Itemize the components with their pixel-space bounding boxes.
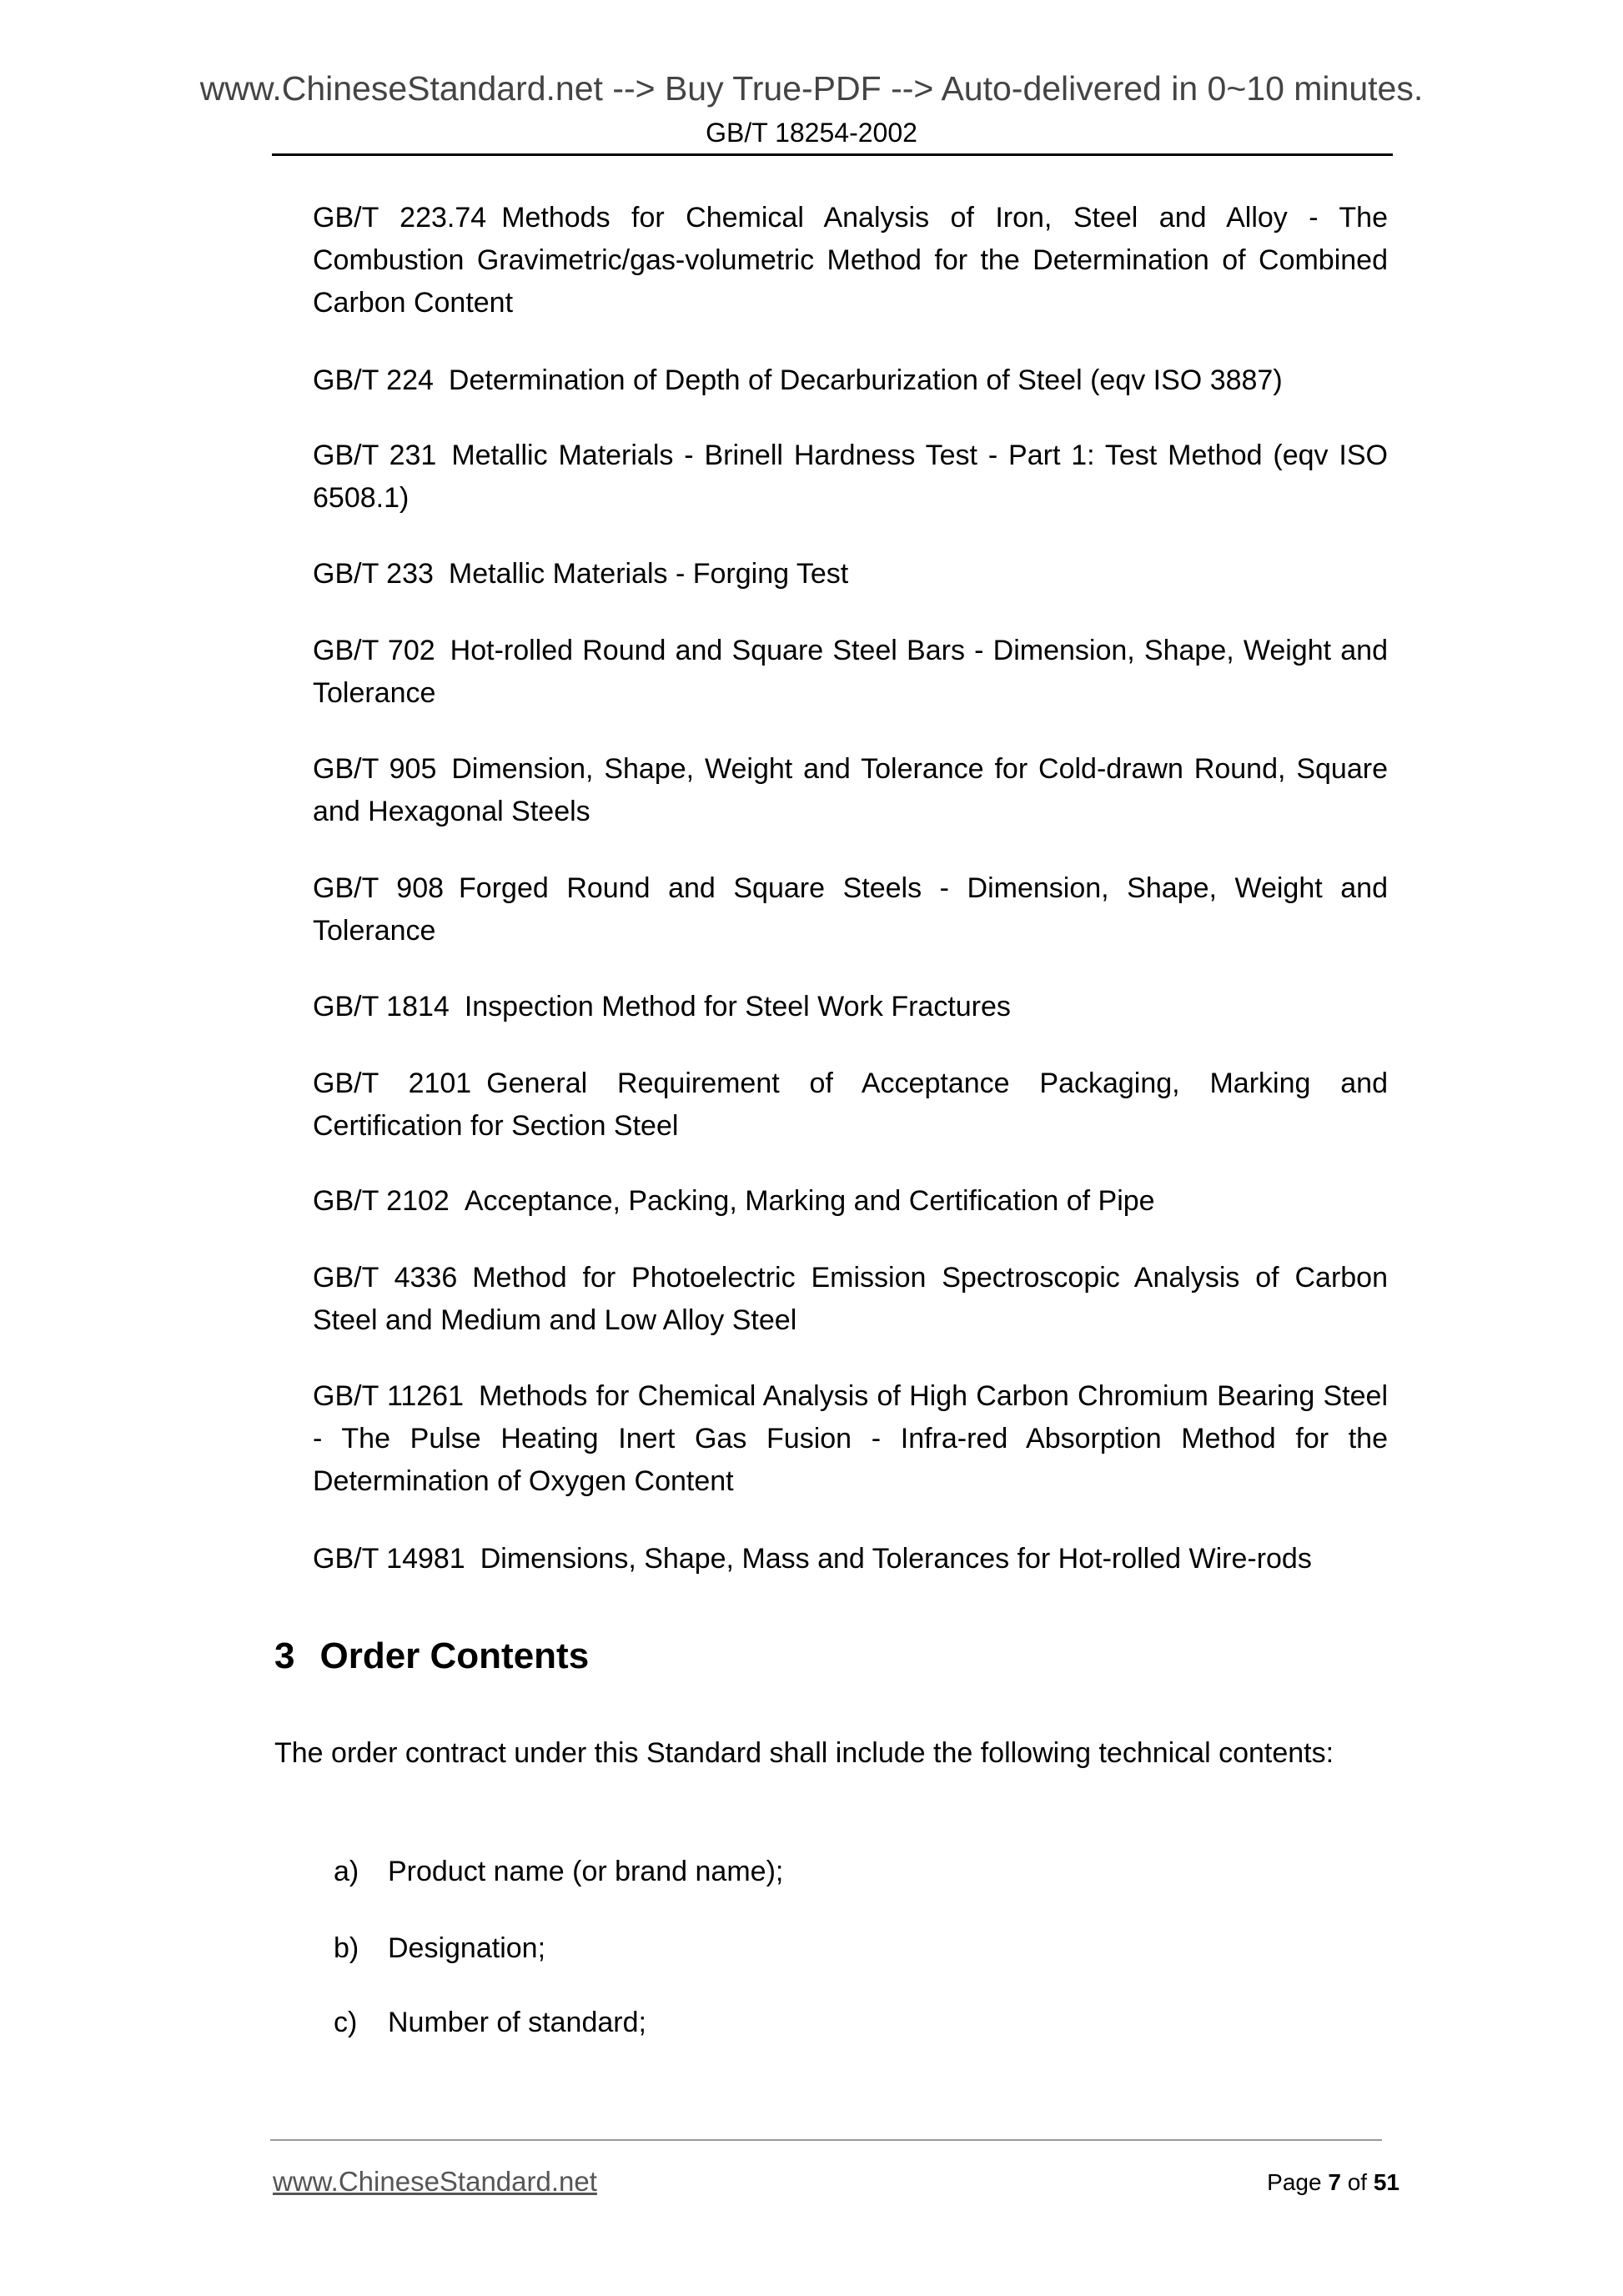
reference-title: Dimensions, Shape, Mass and Tolerances for Hot-rolled Wire-rods xyxy=(480,1543,1312,1575)
reference-title: Hot-rolled Round and Square Steel Bars - Dimension, Shape, Weight and Tolerance xyxy=(313,635,1388,709)
reference-title: General Requirement of Acceptance Packaging, Marking and Certification for Section Steel xyxy=(313,1068,1388,1142)
reference-title: Forged Round and Square Steels - Dimension, Shape, Weight and Tolerance xyxy=(313,872,1388,947)
reference-code: GB/T 2102 xyxy=(313,1185,450,1217)
reference-code: GB/T 908 xyxy=(313,872,445,904)
reference-entry xyxy=(313,359,1388,402)
reference-entry xyxy=(313,197,1388,324)
reference-title: Metallic Materials - Forging Test xyxy=(448,558,849,590)
footer-divider xyxy=(270,2139,1382,2141)
section-title: Order Contents xyxy=(319,1635,590,1676)
section-paragraph: The order contract under this Standard shall include the following technical contents: xyxy=(274,1737,1334,1769)
list-text: Number of standard; xyxy=(388,2007,646,2038)
reference-title: Acceptance, Packing, Marking and Certification of Pipe xyxy=(464,1185,1155,1217)
reference-entry xyxy=(313,1063,1388,1148)
total-pages: 51 xyxy=(1373,2169,1399,2195)
reference-code: GB/T 224 xyxy=(313,364,434,396)
reference-entry xyxy=(313,1180,1388,1223)
page-of-label: of xyxy=(1347,2169,1368,2195)
reference-code: GB/T 231 xyxy=(313,440,437,471)
reference-title: Methods for Chemical Analysis of High Carbon Chromium Bearing Steel - The Pulse Heating Inert Gas Fusion - Infra-red Absorption Method for the Determination of Oxygen Content xyxy=(313,1380,1388,1497)
reference-code: GB/T 11261 xyxy=(313,1380,464,1412)
document-number: GB/T 18254-2002 xyxy=(706,118,917,148)
list-text: Designation; xyxy=(388,1932,546,1964)
reference-entry xyxy=(313,867,1388,952)
reference-title: Dimension, Shape, Weight and Tolerance for Cold-drawn Round, Square and Hexagonal Steels xyxy=(313,753,1388,827)
reference-entry xyxy=(313,435,1388,520)
current-page: 7 xyxy=(1328,2169,1341,2195)
reference-entry xyxy=(313,986,1388,1028)
page-indicator xyxy=(1267,2167,1399,2198)
header-banner: www.ChineseStandard.net --> Buy True-PDF --> Auto-delivered in 0~10 minutes. xyxy=(199,69,1424,108)
list-marker: b) xyxy=(334,1932,359,1964)
header-divider xyxy=(272,153,1393,156)
list-marker: a) xyxy=(334,1856,359,1887)
list-text: Product name (or brand name); xyxy=(388,1856,784,1887)
reference-title: Metallic Materials - Brinell Hardness Test - Part 1: Test Method (eqv ISO 6508.1) xyxy=(313,440,1388,514)
section-number: 3 xyxy=(274,1635,295,1676)
reference-entry xyxy=(313,1257,1388,1342)
page-label: Page xyxy=(1267,2169,1322,2195)
list-marker: c) xyxy=(334,2007,358,2038)
reference-entry xyxy=(313,1538,1388,1580)
reference-title: Method for Photoelectric Emission Spectroscopic Analysis of Carbon Steel and Medium and Low Alloy Steel xyxy=(313,1262,1388,1336)
footer-website-link[interactable]: www.ChineseStandard.net xyxy=(273,2166,597,2197)
list-item xyxy=(334,1927,545,1970)
reference-title: Methods for Chemical Analysis of Iron, Steel and Alloy - The Combustion Gravimetric/gas-volumetric Method for the Determination of Combined Carbon Content xyxy=(313,202,1388,319)
reference-code: GB/T 905 xyxy=(313,753,437,785)
reference-title: Determination of Depth of Decarburization of Steel (eqv ISO 3887) xyxy=(448,364,1283,396)
section-heading xyxy=(274,1631,589,1681)
reference-code: GB/T 702 xyxy=(313,635,435,666)
reference-title: Inspection Method for Steel Work Fractures xyxy=(464,991,1011,1022)
list-item xyxy=(334,1851,783,1893)
reference-code: GB/T 14981 xyxy=(313,1543,465,1575)
reference-code: GB/T 233 xyxy=(313,558,434,590)
reference-entry xyxy=(313,1375,1388,1503)
reference-entry xyxy=(313,553,1388,595)
reference-code: GB/T 4336 xyxy=(313,1262,458,1294)
reference-entry xyxy=(313,748,1388,833)
reference-entry xyxy=(313,630,1388,715)
reference-code: GB/T 1814 xyxy=(313,991,450,1022)
reference-code: GB/T 223.74 xyxy=(313,202,487,234)
reference-code: GB/T 2101 xyxy=(313,1068,472,1099)
list-item xyxy=(334,2002,646,2044)
